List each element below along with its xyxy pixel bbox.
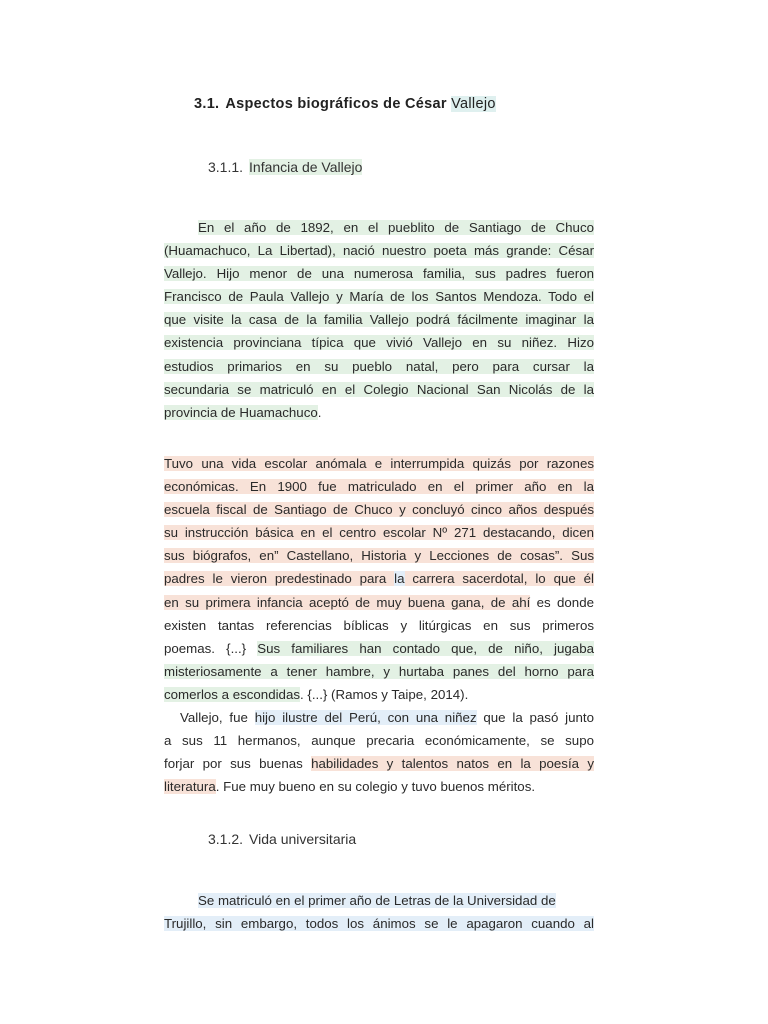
text-segment: Se matriculó en el primer año de Letras de la Universidad de [198,893,556,908]
text-segment: poemas. {...} [164,640,258,656]
text-line [164,378,594,401]
text-line [164,706,594,729]
text-line [164,591,594,614]
text-segment: padres le vieron predestinado para [164,571,395,587]
text-line [164,729,594,752]
subsection-title: Vida universitaria [249,831,357,847]
text-segment: que visite la casa de la familia Vallejo podrá fácilmente imaginar la [164,312,594,328]
paragraph-universidad [164,889,594,935]
text-line [164,660,594,683]
text-line [164,331,594,354]
text-segment: estudios primarios en su pueblo natal, pero para cursar la [164,358,594,374]
text-segment: comerlos a escondidas [164,686,300,702]
text-line [164,912,594,935]
text-segment: económicas. En 1900 fue matriculado en el primer año en la [164,479,594,495]
text-segment: Tuvo una vida escolar anómala e interrumpida quizás por razones [164,456,594,471]
text-segment: sus biógrafos, en” Castellano, Historia y Lecciones de cosas”. Sus [164,548,594,564]
text-segment: Trujillo, sin embargo, todos los ánimos se le apagaron cuando al [164,916,594,932]
text-line [164,239,594,262]
text-segment: . {...} (Ramos y Taipe, 2014). [300,686,469,702]
text-segment: Vallejo. Hijo menor de una numerosa familia, sus padres fueron [164,266,594,282]
text-segment: existen tantas referencias bíblicas y litúrgicas en sus primeros [164,617,594,633]
paragraph-vida-escolar [164,452,594,706]
section-number: 3.1. [194,96,220,112]
text-line [164,614,594,637]
text-line [164,355,594,378]
text-segment: habilidades y talentos natos en la poesía y [311,756,594,772]
text-segment: existencia provinciana típica que vivió Vallejo en su niñez. Hizo [164,335,594,351]
text-segment: secundaria se matriculó en el Colegio Nacional San Nicolás de la [164,381,594,397]
text-line [164,216,594,239]
text-segment: (Huamachuco, La Libertad), nació nuestro poeta más grande: César [164,243,594,259]
text-segment: la [394,571,405,587]
paragraph-hermanos [164,706,594,798]
text-line [164,401,594,424]
section-title: Aspectos biográficos de César [225,96,452,112]
subsection-number: 3.1.2. [208,831,244,847]
text-segment: en su primera infancia aceptó de muy buena gana, de ahí [164,594,531,610]
text-segment: que la pasó junto [476,710,594,725]
text-segment: hijo ilustre del Perú, con una niñez [254,710,477,725]
text-line [164,498,594,521]
text-segment: literatura [164,779,216,795]
text-line [164,308,594,331]
text-segment: es donde [530,594,594,610]
text-line [164,452,594,475]
text-segment: Vallejo, fue [180,710,255,725]
text-line [164,544,594,567]
text-line [164,262,594,285]
text-segment: En el año de 1892, en el pueblito de Santiago de Chuco [198,220,594,235]
text-line [164,567,594,590]
text-line [164,285,594,308]
text-segment: misteriosamente a tener hambre, y hurtaba panes del horno para [164,663,594,679]
text-segment: su instrucción básica en el centro escolar Nº 271 destacando, dicen [164,525,594,541]
text-segment: escuela fiscal de Santiago de Chuco y concluyó cinco años después [164,502,594,518]
text-segment: . [317,404,322,420]
subsection-heading-infancia [208,159,362,175]
text-line [164,475,594,498]
text-segment: . Fue muy bueno en su colegio y tuvo buenos méritos. [215,779,536,795]
text-segment: Sus familiares han contado que, de niño, jugaba [257,640,594,656]
section-heading [194,96,496,112]
subsection-heading-universidad [208,831,356,847]
subsection-number: 3.1.1. [208,159,244,175]
text-line [164,889,594,912]
text-segment: a sus 11 hermanos, aunque precaria económicamente, se supo [164,733,594,749]
text-line [164,521,594,544]
text-line [164,752,594,775]
text-segment: carrera sacerdotal, lo que él [404,571,594,587]
text-segment: Francisco de Paula Vallejo y María de los Santos Mendoza. Todo el [164,289,594,305]
text-line [164,775,594,798]
text-segment: provincia de Huamachuco [164,404,318,420]
text-line [164,683,594,706]
section-title-highlight: Vallejo [451,96,496,112]
subsection-title: Infancia de Vallejo [249,159,363,175]
paragraph-infancia [164,216,594,424]
text-segment: forjar por sus buenas [164,756,312,772]
text-line [164,637,594,660]
